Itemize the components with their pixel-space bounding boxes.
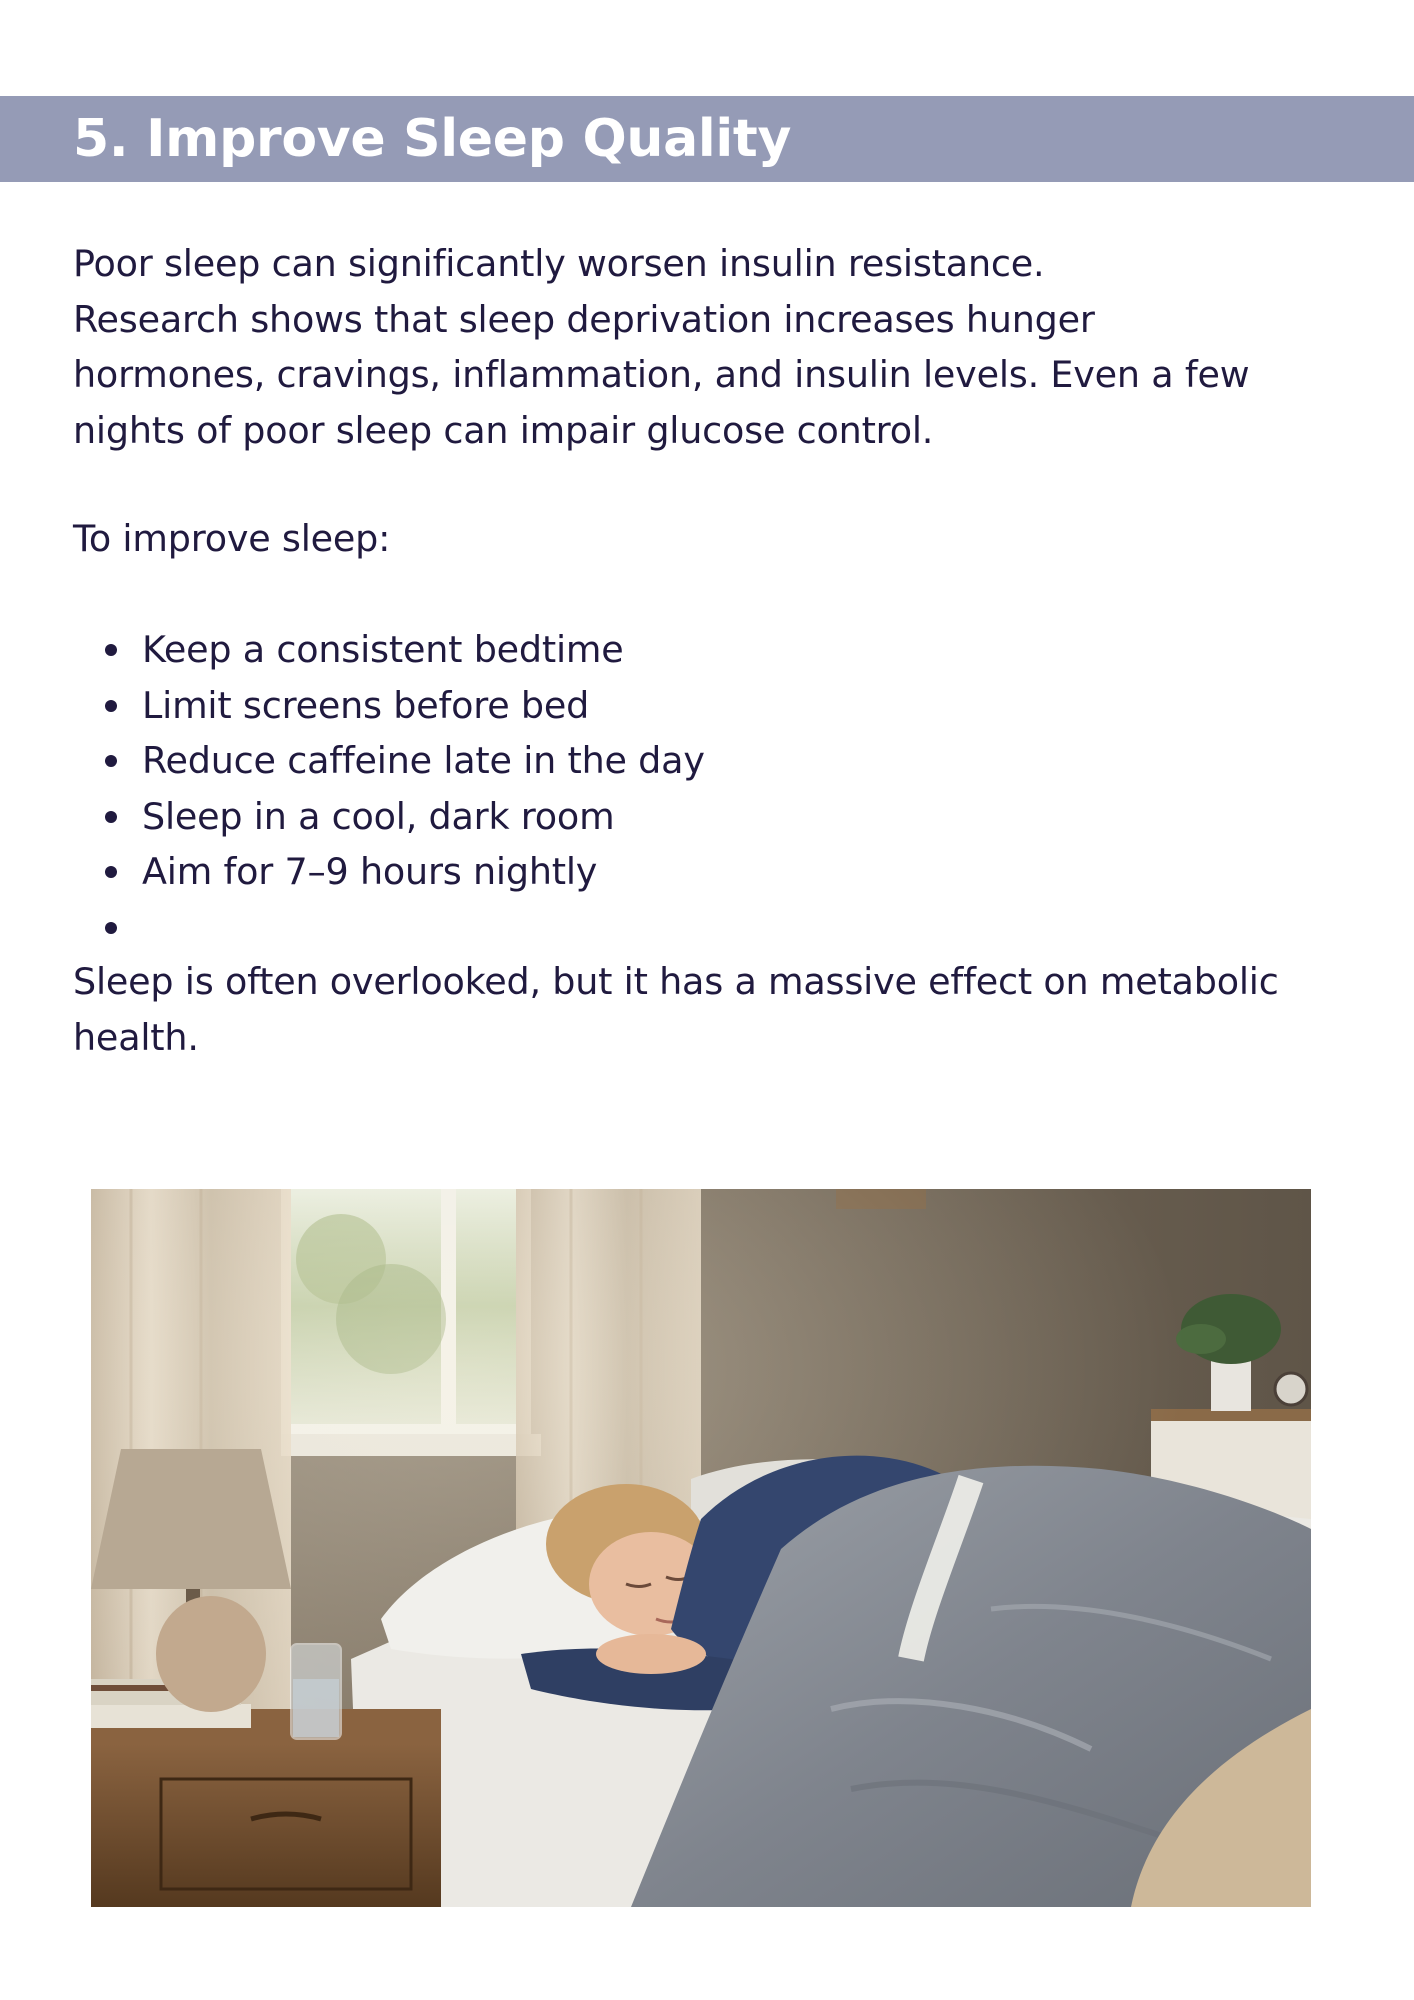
paragraph-line: Research shows that sleep deprivation increases hunger [73, 297, 1095, 341]
list-item-text: Keep a consistent bedtime [142, 628, 624, 671]
list-item-empty [73, 900, 705, 956]
closing-line: Sleep is often overlooked, but it has a massive effect on metabolic [73, 960, 1279, 1003]
lamp-shade [91, 1449, 291, 1589]
bullet-icon [105, 755, 117, 767]
paragraph-line: Poor sleep can significantly worsen insulin resistance. [73, 242, 1045, 285]
intro-paragraph [73, 236, 1373, 458]
paragraph-line: hormones, cravings, inflammation, and insulin levels. Even a few [73, 353, 1250, 396]
lamp-base [156, 1596, 266, 1712]
sleep-tips-list [73, 622, 705, 955]
bedroom-illustration [91, 1189, 1311, 1907]
tips-lead-in: To improve sleep: [73, 517, 391, 560]
hand [596, 1634, 706, 1674]
list-item [73, 733, 705, 789]
nightstand [91, 1744, 441, 1907]
closing-line: health. [73, 1015, 199, 1059]
bullet-icon [105, 866, 117, 878]
list-item-text: Aim for 7–9 hours nightly [142, 850, 598, 893]
list-item [73, 678, 705, 734]
section-banner [0, 96, 1414, 182]
bullet-icon [105, 922, 117, 934]
list-item [73, 844, 705, 900]
bullet-icon [105, 700, 117, 712]
bullet-icon [105, 644, 117, 656]
section-heading: 5. Improve Sleep Quality [73, 109, 792, 169]
sleeping-woman-photo [91, 1189, 1311, 1907]
list-item [73, 789, 705, 845]
paragraph-line: nights of poor sleep can impair glucose control. [73, 408, 934, 452]
list-item-text: Limit screens before bed [142, 683, 590, 727]
bullet-icon [105, 811, 117, 823]
list-item [73, 622, 705, 678]
list-item-text: Reduce caffeine late in the day [142, 739, 705, 782]
list-item-text: Sleep in a cool, dark room [142, 794, 615, 838]
closing-paragraph [73, 954, 1373, 1065]
